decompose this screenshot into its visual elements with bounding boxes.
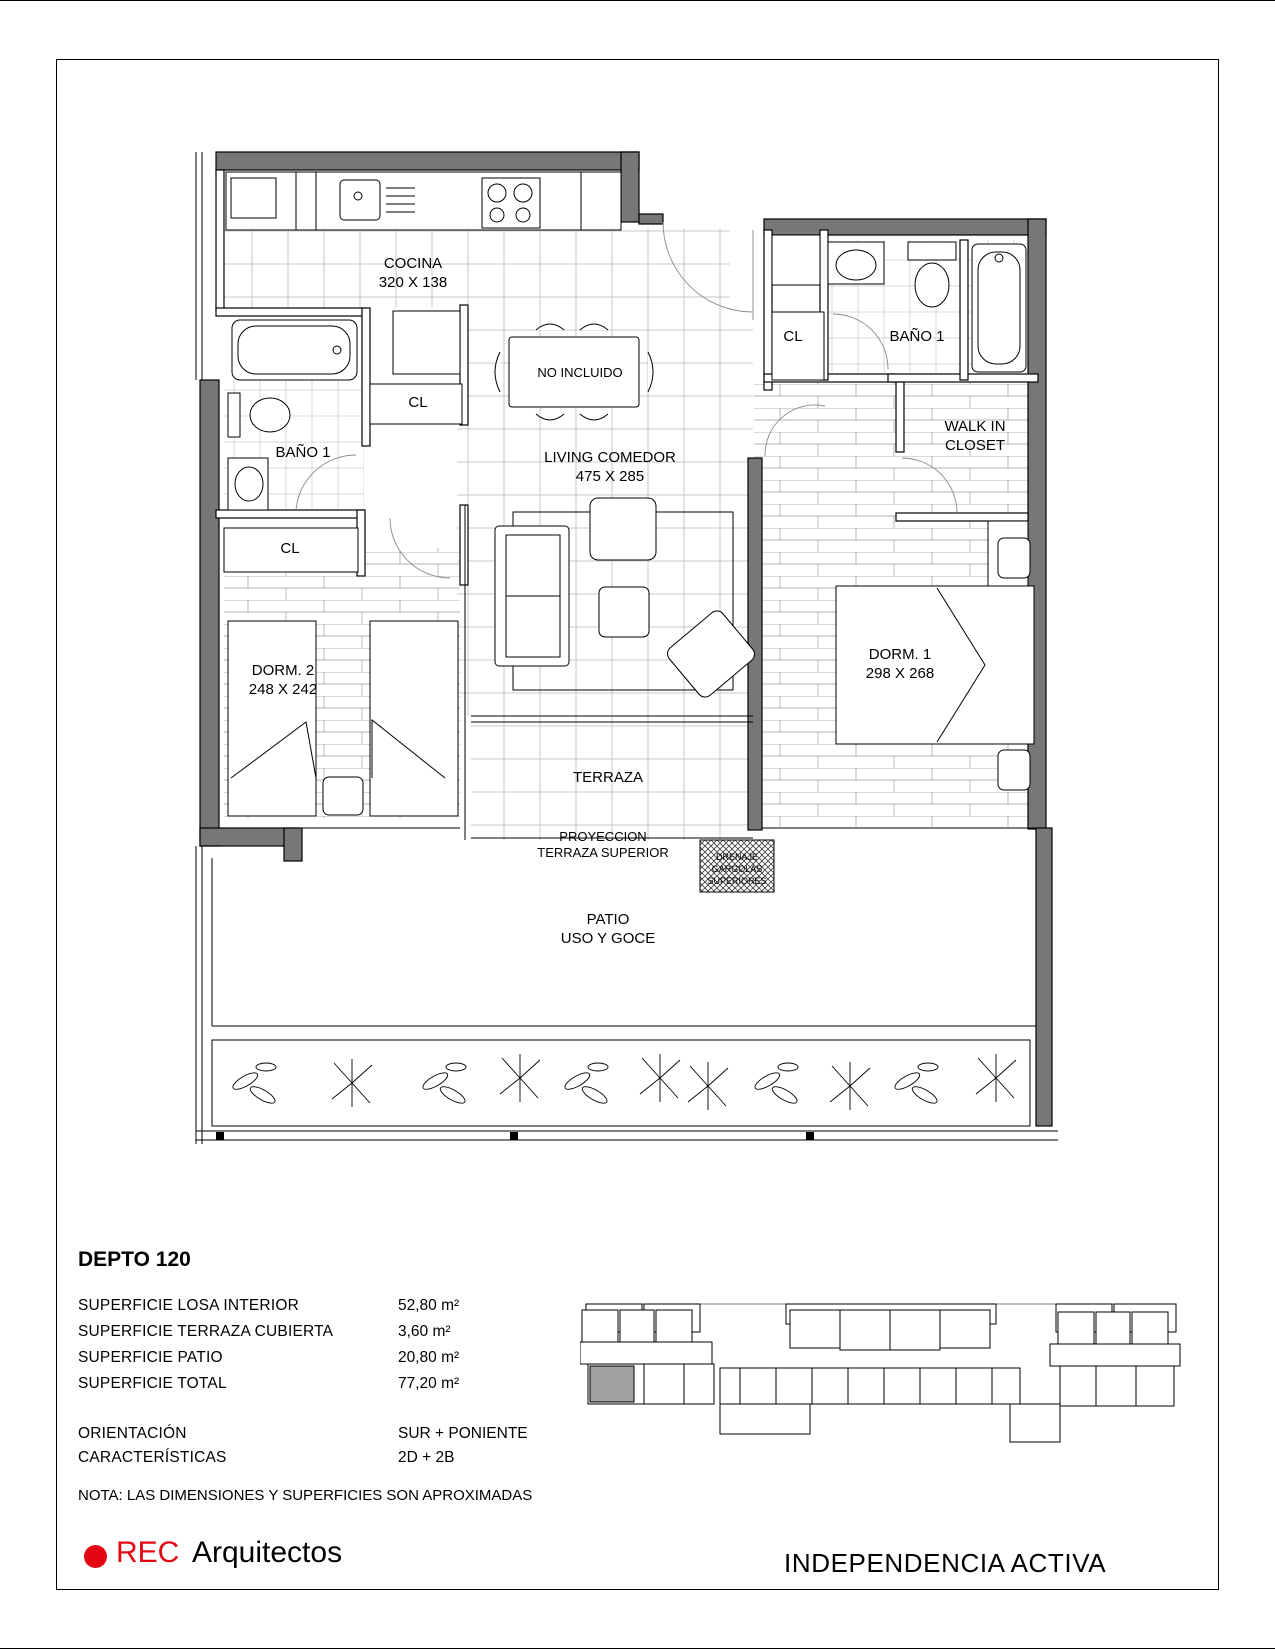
room-label-patio-2: USO Y GOCE — [560, 930, 656, 947]
room-label-patio-1: PATIO — [586, 911, 630, 928]
table-note: NO INCLUIDO — [537, 365, 623, 380]
info-label: SUPERFICIE PATIO — [78, 1349, 223, 1366]
room-label-dorm1: DORM. 1 — [868, 646, 932, 663]
info-label: CARACTERÍSTICAS — [78, 1449, 227, 1466]
proyeccion-label-2: TERRAZA SUPERIOR — [537, 845, 669, 860]
kitchen-counter — [226, 172, 621, 230]
room-label-cocina: COCINA — [383, 255, 443, 272]
room-dims-cocina: 320 X 138 — [378, 274, 448, 291]
key-plan — [580, 1282, 1195, 1452]
columns — [216, 1132, 814, 1140]
room-label-cl-left-text: CL — [280, 540, 300, 557]
room-label-walk-in-2: CLOSET — [944, 437, 1006, 454]
dimensions-note: NOTA: LAS DIMENSIONES Y SUPERFICIES SON APROXIMADAS — [78, 1487, 533, 1504]
info-label: SUPERFICIE TERRAZA CUBIERTA — [78, 1323, 334, 1340]
project-name: INDEPENDENCIA ACTIVA — [784, 1548, 1107, 1578]
logo-dot-icon — [84, 1545, 107, 1568]
proyeccion-label-1: PROYECCION — [559, 829, 647, 844]
room-label-cl-kitchen: CL — [408, 394, 428, 411]
planters — [231, 1054, 1016, 1110]
info-label: SUPERFICIE TOTAL — [78, 1375, 227, 1392]
room-dims-living: 475 X 285 — [575, 468, 645, 485]
logo-rec-text: REC — [116, 1536, 180, 1569]
room-label-walk-in-1: WALK IN — [944, 418, 1006, 435]
drenaje-label-2: GARGOLAS — [711, 864, 763, 874]
page-bottom-border — [0, 1648, 1275, 1649]
info-value: 3,60 m² — [398, 1323, 451, 1340]
info-value: 20,80 m² — [398, 1349, 460, 1366]
drenaje-label-1: DRENAJE — [715, 852, 759, 862]
room-dims-dorm2: 248 X 242 — [248, 681, 318, 698]
key-plan-highlighted-unit — [590, 1366, 634, 1402]
room-label-terraza: TERRAZA — [572, 769, 644, 786]
room-label-cl-right: CL — [783, 328, 803, 345]
unit-title: DEPTO 120 — [78, 1248, 191, 1271]
info-value: SUR + PONIENTE — [398, 1425, 528, 1442]
patio — [196, 840, 1058, 1144]
info-value: 52,80 m² — [398, 1297, 460, 1314]
drenaje-label-3: SUPERIORES — [707, 876, 767, 886]
info-value: 2D + 2B — [398, 1449, 455, 1466]
room-label-dorm2: DORM. 2 — [251, 662, 315, 679]
logo-arquitectos-text: Arquitectos — [192, 1536, 343, 1569]
info-label: SUPERFICIE LOSA INTERIOR — [78, 1297, 299, 1314]
room-label-bano-right: BAÑO 1 — [889, 328, 945, 345]
info-label: ORIENTACIÓN — [78, 1425, 187, 1442]
room-label-bano-left: BAÑO 1 — [275, 444, 331, 461]
room-dims-dorm1: 298 X 268 — [865, 665, 935, 682]
room-label-living: LIVING COMEDOR — [544, 449, 676, 466]
info-value: 77,20 m² — [398, 1375, 460, 1392]
